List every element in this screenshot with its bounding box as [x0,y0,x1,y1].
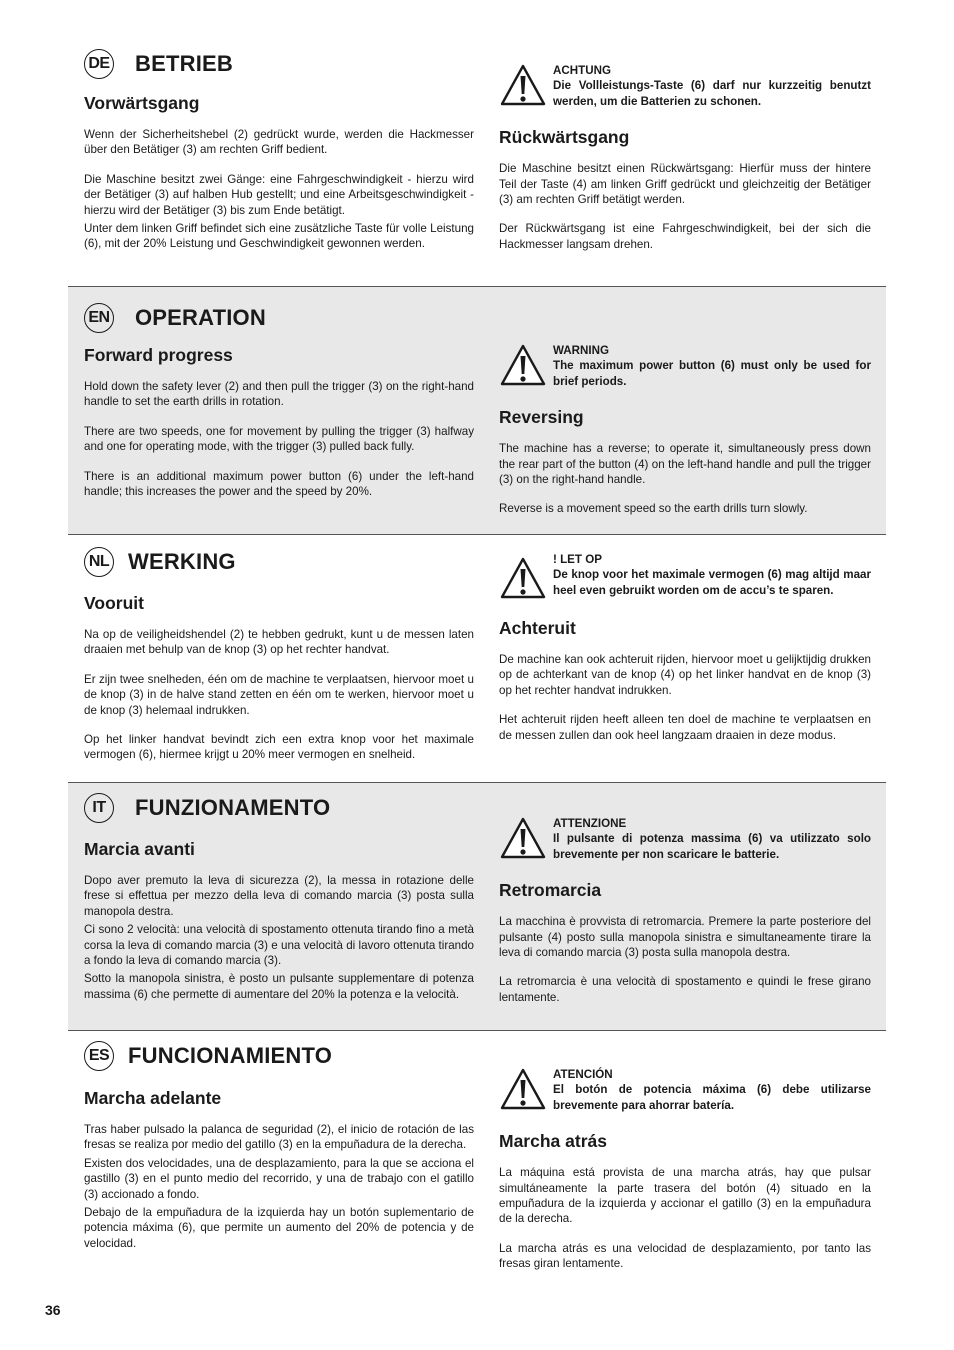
right-column [499,552,871,757]
paragraph: Hold down the safety lever (2) and then pull the trigger (3) on the right-hand handle to set the earth drills in rotation. [84,380,474,409]
warning-box [499,1067,871,1113]
warning-text [553,1067,871,1113]
section-nl [68,534,886,782]
left-column [84,839,474,1016]
paragraph: Op het linker handvat bevindt zich een extra knop voor het maximale vermogen (6), hiermee krijgt u 20% meer vermogen en snelheid. [84,733,474,762]
left-column [84,1088,474,1265]
right-column [499,343,871,531]
warning-box [499,552,871,600]
right-heading: Retromarcia [499,880,602,901]
section-header [84,49,233,79]
warning-text [553,816,871,862]
paragraph: The machine has a reverse; to operate it, simultaneously press down the rear part of the button (4) on the left-hand handle and pull the trigger (3) on the right-hand handle. [499,442,871,487]
warning-triangle-icon [499,63,547,107]
right-column [499,816,871,1019]
paragraph: Tras haber pulsado la palanca de seguridad (2), el inicio de rotación de las fresas se realiza por medio del gatillo (3) en la empuñadura de la derecha. [84,1123,474,1152]
paragraph: La macchina è provvista di retromarcia. Premere la parte posteriore del pulsante (4) posto sulla manopola sinistra e simultaneamente tirare la leva di comando marcia (3) posta sulla manopola destra. [499,915,871,960]
paragraph: There is an additional maximum power button (6) under the left-hand handle; this increases the power and the speed by 20%. [84,469,474,499]
paragraph: Wenn der Sicherheitshebel (2) gedrückt wurde, werden die Hackmesser über den Betätiger (3) am rechten Griff bedient. [84,128,474,157]
warning-body: El botón de potencia máxima (6) debe utilizarse brevemente para ahorrar batería. [553,1083,871,1112]
warning-label: ACHTUNG [553,64,611,77]
left-column [84,93,474,266]
language-badge: DE [84,49,114,79]
left-heading: Vorwärtsgang [84,93,200,113]
paragraph: Die Maschine besitzt einen Rückwärtsgang: Hierfür muss der hintere Teil der Taste (4) am linken Griff gedrückt und gleichzeitig der Betätiger (3) am rechten Griff betätigt werden. [499,162,871,207]
right-heading: Reversing [499,407,584,428]
warning-triangle-icon [499,556,547,600]
section-header [84,303,266,333]
warning-triangle-icon [499,1067,547,1111]
paragraph: Na op de veiligheidshendel (2) te hebben gedrukt, kunt u de messen laten draaien met behulp van de knop (3) op het rechter handvat. [84,628,474,657]
warning-text [553,343,871,389]
paragraph: Der Rückwärtsgang ist eine Fahrgeschwindigkeit, bei der sich die Hackmesser langsam drehen. [499,222,871,251]
section-de [68,35,886,285]
paragraph: Reverse is a movement speed so the earth drills turn slowly. [499,502,808,516]
right-heading: Rückwärtsgang [499,127,630,148]
language-badge: ES [84,1041,114,1071]
paragraph: Debajo de la empuñadura de la izquierda hay un botón suplementario de potencia máxima (6), que permite un aumento del 20% de potencia y de velocidad. [84,1206,474,1250]
section-title: FUNZIONAMENTO [135,795,331,820]
warning-text [553,552,871,598]
warning-box [499,63,871,109]
paragraph: Het achteruit rijden heeft alleen ten doel de machine te verplaatsen en de messen zullen dan ook heel langzaam draaien in deze modus. [499,713,871,742]
paragraph: De machine kan ook achteruit rijden, hiervoor moet u gelijktijdig drukken op de achterkant van de knop (4) op het linker handvat en de knop (3) op het rechter handvat indrukken. [499,653,871,697]
warning-body: De knop voor het maximale vermogen (6) mag altijd maar heel even gebruikt worden om de accu’s te sparen. [553,568,871,597]
right-column [499,1067,871,1286]
warning-box [499,816,871,862]
paragraph: La retromarcia è una velocità di spostamento e quindi le frese girano lentamente. [499,975,871,1004]
paragraph: Er zijn twee snelheden, één om de machine te verplaatsen, hiervoor moet u de knop (3) in de halve stand zetten en één om te werken, hiervoor moet u de knop (3) helemaal indrukken. [84,672,474,717]
warning-triangle-icon [499,816,547,860]
paragraph: La máquina está provista de una marcha atrás, hay que pulsar simultáneamente la parte trasera del botón (4) situado en la empuñadura de la izquierda y accionar el gatillo (3) en la empuñadura de la derecha. [499,1166,871,1226]
paragraph: There are two speeds, one for movement by pulling the trigger (3) halfway and one for operating mode, with the trigger (3) pulled back fully. [84,424,474,454]
warning-body: The maximum power button (6) must only be used for brief periods. [553,359,871,388]
section-title: WERKING [128,549,236,574]
warning-label: ATTENZIONE [553,817,627,830]
paragraph: Unter dem linken Griff befindet sich eine zusätzliche Taste für volle Leistung (6), mit der 20% Leistung und Geschwindigkeit gewonnen werden. [84,222,474,251]
left-column [84,593,474,777]
section-title: FUNCIONAMIENTO [128,1043,333,1068]
warning-body: Die Vollleistungs-Taste (6) darf nur kurzzeitig benutzt werden, um die Batterien zu schonen. [553,79,871,108]
right-heading: Achteruit [499,618,576,638]
warning-label: ATENCIÓN [553,1068,613,1081]
language-badge: IT [84,793,114,823]
paragraph: Dopo aver premuto la leva di sicurezza (2), la messa in rotazione delle frese si effettua per mezzo della leva di comando marcia (3) posta sulla manopola destra. [84,874,474,918]
section-header [84,547,236,577]
left-heading: Forward progress [84,345,233,365]
paragraph: Ci sono 2 velocità: una velocità di spostamento ottenuta tirando fino a metà corsa la leva di comando marcia (3) e una velocità di lavoro ottenuta tirando a fondo la leva di comando marcia (3). [84,923,474,968]
paragraph: Sotto la manopola sinistra, è posto un pulsante supplementare di potenza massima (6) che permette di aumentare del 20% la potenza e la velocità. [84,972,474,1001]
section-title: OPERATION [135,305,266,330]
warning-triangle-icon [499,343,547,387]
right-heading: Marcha atrás [499,1131,607,1152]
paragraph: Die Maschine besitzt zwei Gänge: eine Fahrgeschwindigkeit - hierzu wird der Betätiger (3) auf halben Hub gestellt; und eine Arbeitsgeschwindigkeit - hierzu wird der Betätiger (3) bis zum Ende betätigt. [84,172,474,217]
paragraph: La marcha atrás es una velocidad de desplazamiento, por tanto las fresas giran lentamente. [499,1241,871,1271]
page-number: 36 [45,1302,61,1318]
warning-label: WARNING [553,344,610,357]
language-badge: NL [84,547,114,577]
section-it [68,782,886,1030]
section-title: BETRIEB [135,51,233,76]
section-en [68,286,886,534]
section-es [68,1030,886,1285]
warning-text [553,63,871,109]
left-heading: Vooruit [84,593,144,613]
section-header [84,1041,332,1071]
language-badge: EN [84,303,114,333]
warning-box [499,343,871,389]
warning-body: Il pulsante di potenza massima (6) va utilizzato solo brevemente per non scaricare le batterie. [553,832,871,861]
left-heading: Marcia avanti [84,839,195,859]
section-header [84,793,330,823]
paragraph: Existen dos velocidades, una de desplazamiento, para la que se acciona el gastillo (3) en el punto medio del recorrido, y una de trabajo con el gatillo (3) accionado a fondo. [84,1156,474,1201]
left-heading: Marcha adelante [84,1088,222,1108]
warning-label: ! LET OP [553,553,602,566]
right-column [499,63,871,266]
left-column [84,345,474,513]
